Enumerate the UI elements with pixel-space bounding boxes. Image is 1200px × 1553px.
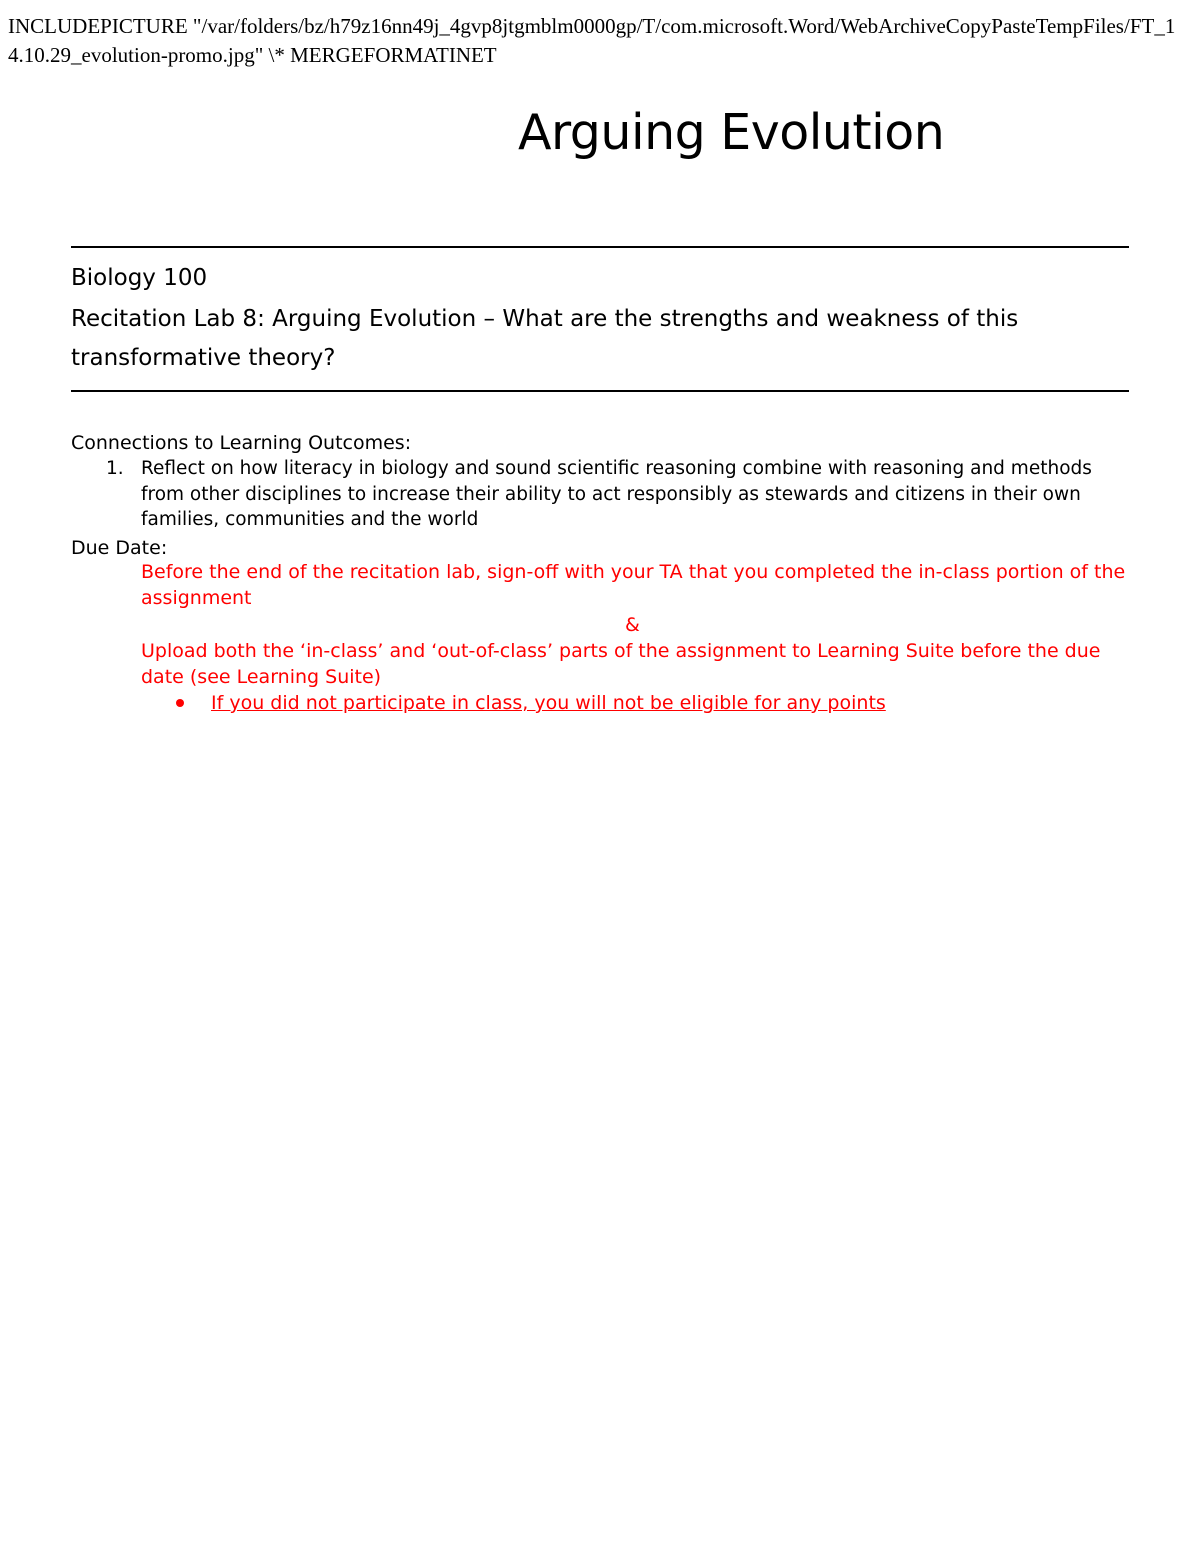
lab-title: Recitation Lab 8: Arguing Evolution – What are the strengths and weakness of this transformative theory? <box>71 306 1019 371</box>
bullet-dot-icon <box>176 699 184 707</box>
signoff-instruction: Before the end of the recitation lab, sign-off with your TA that you completed the in-class portion of the assignment <box>141 561 1126 609</box>
banner-title: Arguing Evolution <box>518 104 945 161</box>
course-name: Biology 100 <box>71 265 208 291</box>
learning-outcomes-heading: Connections to Learning Outcomes: <box>71 432 412 454</box>
learning-outcome-text: Reflect on how literacy in biology and sound scientific reasoning combine with reasoning and methods from other disciplines to increase their ability to act responsibly as stewards and citizens in their own families, communities and the world <box>141 458 1092 530</box>
learning-outcome-number: 1. <box>106 458 124 479</box>
upload-instruction: Upload both the ‘in-class’ and ‘out-of-class’ parts of the assignment to Learning Suite before the due date (see Learning Suite) <box>141 640 1101 688</box>
due-date-heading: Due Date: <box>71 537 168 559</box>
bottom-divider <box>71 390 1129 392</box>
ampersand-separator: & <box>625 614 640 636</box>
include-picture-field-code: INCLUDEPICTURE "/var/folders/bz/h79z16nn49j_4gvp8jtgmblm0000gp/T/com.microsoft.Word/WebArchiveCopyPasteTempFiles/FT_14.10.29_evolution-promo.jpg" \* MERGEFORMATINET <box>8 14 1176 67</box>
participation-bullet <box>176 690 886 716</box>
top-divider <box>71 246 1129 248</box>
participation-warning-text: If you did not participate in class, you will not be eligible for any points <box>211 692 886 714</box>
learning-outcome-item <box>106 456 1136 533</box>
